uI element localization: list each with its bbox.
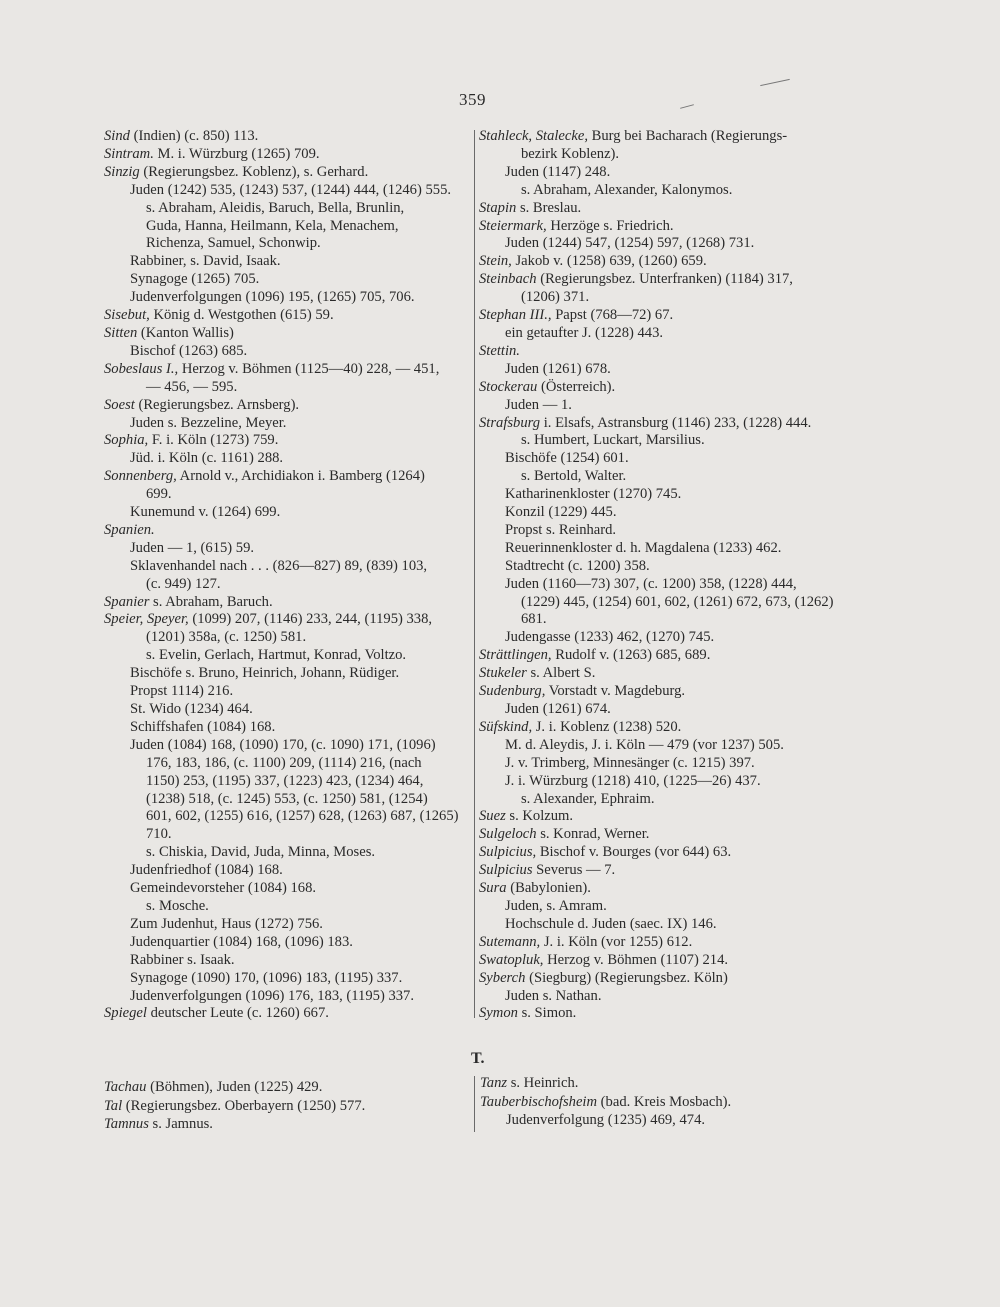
entry-headword: Sulpicius, [479, 844, 537, 861]
entry-text: Bischöfe s. Bruno, Heinrich, Johann, Rüdiger. [130, 665, 400, 682]
entry-headword: Spiegel [104, 1005, 147, 1022]
index-entry [104, 182, 476, 200]
entry-text: i. Elsafs, Astransburg (1146) 233, (1228) 444. [540, 414, 812, 431]
index-entry [479, 200, 889, 218]
entry-text: Propst 1114) 216. [130, 683, 234, 700]
entry-text: 176, 183, 186, (c. 1100) 209, (1114) 216, (nach [146, 754, 422, 771]
entry-headword: Spanier [104, 593, 150, 610]
entry-text: Juden — 1. [505, 396, 572, 413]
entry-text: Juden s. Nathan. [505, 987, 602, 1004]
entry-text: Juden (1261) 678. [505, 360, 611, 377]
entry-text: Synagoge (1090) 170, (1096) 183, (1195) 337. [130, 969, 403, 986]
index-entry [479, 450, 889, 468]
index-entry [479, 540, 889, 558]
entry-headword: Strafsburg [479, 414, 541, 431]
entry-text: s. Humbert, Luckart, Marsilius. [521, 432, 705, 449]
entry-headword: Tamnus [104, 1116, 149, 1132]
index-entry [104, 164, 476, 182]
index-entry [104, 1115, 464, 1134]
entry-text: (c. 949) 127. [146, 575, 221, 592]
entry-text: (Regierungsbez. Oberbayern (1250) 577. [122, 1097, 366, 1114]
entry-text: (bad. Kreis Mosbach). [597, 1093, 732, 1110]
index-entry [104, 683, 476, 701]
entry-text: Papst (768—72) 67. [551, 307, 674, 324]
entry-text: Juden s. Bezzeline, Meyer. [130, 414, 287, 431]
index-entry [104, 128, 476, 146]
entry-text: Juden (1261) 674. [505, 701, 611, 717]
entry-headword: Sintram. [104, 145, 154, 162]
index-entry [480, 1093, 890, 1112]
entry-headword: Sinzig [104, 163, 140, 180]
entry-headword: Stettin. [479, 342, 520, 359]
index-entry [104, 540, 476, 558]
entry-text: J. i. Würzburg (1218) 410, (1225—26) 437. [505, 772, 761, 789]
entry-text: Juden (1147) 248. [505, 163, 611, 180]
entry-text: Herzog v. Böhmen (1107) 214. [543, 951, 729, 968]
column-divider [474, 130, 475, 1018]
entry-text: F. i. Köln (1273) 759. [148, 432, 279, 449]
index-entry [104, 701, 476, 719]
index-entry [479, 737, 889, 755]
index-entry [104, 755, 476, 773]
entry-text: Vorstadt v. Magdeburg. [545, 683, 686, 700]
index-entry [479, 128, 889, 146]
entry-headword: Sulgeloch [479, 826, 537, 843]
index-entry [104, 611, 476, 629]
entry-text: (Regierungsbez. Koblenz), s. Gerhard. [139, 163, 369, 180]
entry-text: s. Jamnus. [148, 1116, 213, 1132]
index-entry [479, 683, 889, 701]
entry-headword: Sutemann, [479, 933, 541, 950]
entry-text: Judenverfolgungen (1096) 195, (1265) 705, 706. [130, 289, 415, 306]
entry-text: Schiffshafen (1084) 168. [130, 718, 276, 735]
index-entry [479, 916, 889, 934]
entry-text: Juden (1242) 535, (1243) 537, (1244) 444, (1246) 555. [130, 181, 452, 198]
index-entry [479, 862, 889, 880]
entry-text: (1238) 518, (c. 1245) 553, (c. 1250) 581, (1254) [146, 790, 428, 807]
index-entry [104, 826, 476, 844]
entry-headword: Swatopluk, [479, 951, 544, 968]
index-entry [479, 182, 889, 200]
index-entry [479, 576, 889, 594]
entry-headword: Sisebut, [104, 307, 150, 324]
index-entry [479, 432, 889, 450]
index-entry [104, 1078, 464, 1097]
entry-headword: Sulpicius [479, 862, 533, 879]
entry-text: s. Mosche. [146, 897, 209, 914]
entry-headword: Stahleck, Stalecke, [479, 128, 588, 144]
entry-headword: Sobeslaus I., [104, 360, 179, 377]
index-entry [104, 558, 476, 576]
index-entry [479, 755, 889, 773]
entry-headword: Stein, [479, 253, 512, 270]
index-entry [479, 486, 889, 504]
entry-headword: Tauberbischofsheim [480, 1093, 598, 1110]
entry-text: (Böhmen), Juden (1225) 429. [146, 1079, 323, 1095]
entry-headword: Tal [104, 1097, 123, 1114]
entry-text: Stadtrecht (c. 1200) 358. [505, 557, 650, 574]
entry-headword: Stephan III., [479, 307, 552, 324]
entry-text: s. Bertold, Walter. [521, 468, 627, 485]
entry-text: s. Chiskia, David, Juda, Minna, Moses. [146, 844, 376, 861]
index-entry [479, 271, 889, 289]
entry-text: Juden — 1, (615) 59. [130, 539, 255, 556]
entry-text: Propst s. Reinhard. [505, 521, 617, 538]
index-entry [104, 898, 476, 916]
entry-text: s. Albert S. [526, 665, 596, 682]
entry-text: J. v. Trimberg, Minnesänger (c. 1215) 397. [505, 754, 755, 771]
index-entry [479, 970, 889, 988]
index-entry [104, 325, 476, 343]
index-entry [104, 880, 476, 898]
entry-text: (1201) 358a, (c. 1250) 581. [146, 629, 307, 646]
index-entry [104, 415, 476, 433]
index-entry [104, 379, 476, 397]
index-entry [104, 791, 476, 809]
index-entry [479, 289, 889, 307]
index-entry [479, 898, 889, 916]
entry-text: M. d. Aleydis, J. i. Köln — 479 (vor 1237) 505. [505, 736, 784, 753]
index-entry [479, 880, 889, 898]
index-entry [479, 826, 889, 844]
entry-text: Guda, Hanna, Heilmann, Kela, Menachem, [146, 217, 399, 234]
entry-headword: Symon [479, 1005, 518, 1022]
index-entry [479, 665, 889, 683]
entry-text: Zum Judenhut, Haus (1272) 756. [130, 915, 323, 932]
entry-text: Jüd. i. Köln (c. 1161) 288. [130, 450, 284, 467]
entry-text: s. Heinrich. [507, 1075, 579, 1091]
entry-text: Kunemund v. (1264) 699. [130, 504, 281, 521]
index-entry [104, 522, 476, 540]
entry-text: Bischöfe (1254) 601. [505, 450, 629, 467]
entry-text: König d. Westgothen (615) 59. [149, 307, 334, 324]
entry-text: M. i. Würzburg (1265) 709. [153, 145, 320, 162]
entry-text: Juden (1160—73) 307, (c. 1200) 358, (1228) 444, [505, 575, 797, 592]
index-entry [479, 361, 889, 379]
entry-text: s. Abraham, Alexander, Kalonymos. [521, 181, 733, 198]
entry-text: Juden, s. Amram. [505, 897, 607, 914]
entry-headword: Strättlingen, [479, 647, 552, 664]
index-entry [479, 808, 889, 826]
entry-text: (Österreich). [537, 378, 616, 395]
entry-text: Rabbiner, s. David, Isaak. [130, 253, 281, 270]
entry-text: Rudolf v. (1263) 685, 689. [551, 647, 711, 664]
entry-text: 1150) 253, (1195) 337, (1223) 423, (1234) 464, [146, 772, 424, 789]
index-entry [479, 773, 889, 791]
index-entry [479, 218, 889, 236]
entry-text: Bischof (1263) 685. [130, 342, 248, 359]
index-entry [104, 253, 476, 271]
index-entry [104, 200, 476, 218]
index-entry [104, 271, 476, 289]
index-column-left [104, 128, 476, 1023]
index-entry [104, 307, 476, 325]
entry-headword: Spanien. [104, 521, 155, 538]
index-entry [104, 432, 476, 450]
index-entry [479, 253, 889, 271]
entry-headword: Suez [479, 808, 506, 825]
t-section-column-right [480, 1074, 890, 1130]
entry-text: (Indien) (c. 850) 113. [129, 128, 259, 144]
entry-text: Juden (1084) 168, (1090) 170, (c. 1090) 171, (1096) [130, 736, 436, 753]
entry-headword: Soest [104, 396, 135, 413]
index-entry [479, 235, 889, 253]
entry-text: bezirk Koblenz). [521, 145, 620, 162]
entry-text: s. Evelin, Gerlach, Hartmut, Konrad, Voltzo. [146, 647, 407, 664]
index-entry [104, 468, 476, 486]
index-entry [104, 952, 476, 970]
entry-text: Richenza, Samuel, Schonwip. [146, 235, 321, 252]
index-entry [479, 952, 889, 970]
entry-text: deutscher Leute (c. 1260) 667. [146, 1005, 329, 1022]
entry-headword: Speier, Speyer, [104, 611, 189, 628]
index-entry [479, 1005, 889, 1023]
column-divider [474, 1076, 475, 1132]
index-entry [479, 629, 889, 647]
pencil-mark [680, 104, 694, 109]
entry-headword: Stukeler [479, 665, 527, 682]
index-entry [104, 719, 476, 737]
entry-text: s. Breslau. [516, 199, 582, 216]
section-heading: T. [471, 1050, 485, 1067]
index-entry [104, 146, 476, 164]
entry-headword: Syberch [479, 969, 526, 986]
index-column-right [479, 128, 889, 1023]
entry-headword: Tachau [104, 1079, 147, 1095]
entry-text: (1206) 371. [521, 289, 590, 306]
entry-headword: Tanz [480, 1075, 508, 1091]
index-entry [479, 146, 889, 164]
index-entry [480, 1111, 890, 1130]
index-entry [104, 486, 476, 504]
entry-text: Rabbiner s. Isaak. [130, 951, 235, 968]
entry-text: Herzöge s. Friedrich. [546, 217, 674, 234]
index-entry [479, 611, 889, 629]
entry-text: s. Alexander, Ephraim. [521, 790, 655, 807]
index-entry [104, 916, 476, 934]
entry-text: 601, 602, (1255) 616, (1257) 628, (1263) 687, (1265) [146, 808, 459, 825]
index-entry [479, 647, 889, 665]
entry-headword: Sudenburg, [479, 683, 546, 700]
entry-text: Synagoge (1265) 705. [130, 271, 260, 288]
entry-text: Bischof v. Bourges (vor 644) 63. [536, 844, 732, 861]
entry-text: Reuerinnenkloster d. h. Magdalena (1233) 462. [505, 539, 782, 556]
index-entry [104, 773, 476, 791]
entry-headword: Sonnenberg, [104, 468, 177, 485]
entry-text: Hochschule d. Juden (saec. IX) 146. [505, 915, 717, 932]
index-entry [104, 235, 476, 253]
entry-text: 681. [521, 611, 547, 628]
index-entry [104, 934, 476, 952]
entry-text: (1099) 207, (1146) 233, 244, (1195) 338, [188, 611, 433, 628]
index-entry [104, 343, 476, 361]
pencil-mark [760, 79, 790, 86]
index-entry [479, 164, 889, 182]
index-entry [479, 343, 889, 361]
entry-headword: Sophia, [104, 432, 149, 449]
index-entry [104, 629, 476, 647]
entry-headword: Stapin [479, 199, 517, 216]
entry-text: Judenverfolgung (1235) 469, 474. [506, 1112, 706, 1128]
index-entry [104, 808, 476, 826]
entry-headword: Sura [479, 880, 507, 897]
index-entry [479, 307, 889, 325]
index-entry [104, 218, 476, 236]
entry-headword: Stockerau [479, 378, 538, 395]
entry-text: s. Abraham, Aleidis, Baruch, Bella, Brunlin, [146, 199, 405, 216]
index-entry [104, 988, 476, 1006]
index-entry [104, 647, 476, 665]
index-entry [480, 1074, 890, 1093]
entry-text: Judenquartier (1084) 168, (1096) 183. [130, 933, 353, 950]
index-entry [479, 415, 889, 433]
entry-text: (1229) 445, (1254) 601, 602, (1261) 672, 673, (1262) [521, 593, 834, 610]
index-entry [479, 934, 889, 952]
index-entry [479, 844, 889, 862]
entry-text: Arnold v., Archidiakon i. Bamberg (1264) [176, 468, 425, 485]
t-section-column-left [104, 1078, 464, 1134]
entry-text: s. Abraham, Baruch. [149, 593, 273, 610]
entry-text: ein getaufter J. (1228) 443. [505, 324, 664, 341]
index-entry [104, 665, 476, 683]
index-entry [479, 594, 889, 612]
index-entry [479, 791, 889, 809]
index-entry [479, 522, 889, 540]
index-entry [479, 701, 889, 719]
entry-text: (Babylonien). [506, 880, 591, 897]
entry-text: Jakob v. (1258) 639, (1260) 659. [511, 253, 707, 270]
index-entry [104, 1005, 476, 1023]
entry-text: (Regierungsbez. Arnsberg). [134, 396, 300, 413]
entry-text: Herzog v. Böhmen (1125—40) 228, — 451, [178, 360, 440, 377]
entry-text: — 456, — 595. [146, 378, 238, 395]
entry-text: (Regierungsbez. Unterfranken) (1184) 317, [536, 271, 793, 288]
entry-text: Katharinenkloster (1270) 745. [505, 486, 682, 503]
entry-text: Judenfriedhof (1084) 168. [130, 862, 283, 879]
index-entry [104, 576, 476, 594]
index-entry [479, 468, 889, 486]
entry-text: Juden (1244) 547, (1254) 597, (1268) 731. [505, 235, 755, 252]
index-entry [479, 988, 889, 1006]
index-entry [104, 397, 476, 415]
index-entry [104, 504, 476, 522]
index-entry [104, 737, 476, 755]
index-entry [479, 504, 889, 522]
entry-text: (Kanton Wallis) [137, 324, 234, 341]
index-entry [104, 450, 476, 468]
index-entry [479, 558, 889, 576]
entry-text: Burg bei Bacharach (Regierungs- [588, 128, 788, 144]
index-entry [104, 594, 476, 612]
entry-headword: Steiermark, [479, 217, 547, 234]
index-entry [104, 844, 476, 862]
entry-text: Sklavenhandel nach . . . (826—827) 89, (839) 103, [130, 557, 428, 574]
entry-text: Konzil (1229) 445. [505, 504, 617, 521]
entry-headword: Sitten [104, 324, 138, 341]
entry-headword: Sind [104, 128, 130, 144]
entry-text: Gemeindevorsteher (1084) 168. [130, 880, 317, 897]
entry-text: 699. [146, 486, 172, 503]
index-entry [479, 719, 889, 737]
index-entry [104, 289, 476, 307]
index-entry [479, 379, 889, 397]
entry-text: s. Konrad, Werner. [536, 826, 650, 843]
index-entry [479, 325, 889, 343]
entry-text: Judengasse (1233) 462, (1270) 745. [505, 629, 715, 646]
index-entry [479, 397, 889, 415]
entry-headword: Süfskind, [479, 718, 533, 735]
entry-text: Judenverfolgungen (1096) 176, 183, (1195) 337. [130, 987, 414, 1004]
index-entry [104, 862, 476, 880]
entry-text: St. Wido (1234) 464. [130, 701, 253, 717]
entry-text: s. Simon. [517, 1005, 577, 1022]
entry-text: J. i. Koblenz (1238) 520. [532, 718, 682, 735]
index-entry [104, 361, 476, 379]
entry-text: s. Kolzum. [505, 808, 574, 825]
entry-text: Severus — 7. [532, 862, 616, 879]
index-entry [104, 1097, 464, 1116]
entry-text: 710. [146, 826, 172, 843]
page-number: 359 [459, 90, 486, 109]
entry-text: J. i. Köln (vor 1255) 612. [540, 933, 693, 950]
entry-text: (Siegburg) (Regierungsbez. Köln) [525, 969, 728, 986]
entry-headword: Steinbach [479, 271, 537, 288]
index-entry [104, 970, 476, 988]
